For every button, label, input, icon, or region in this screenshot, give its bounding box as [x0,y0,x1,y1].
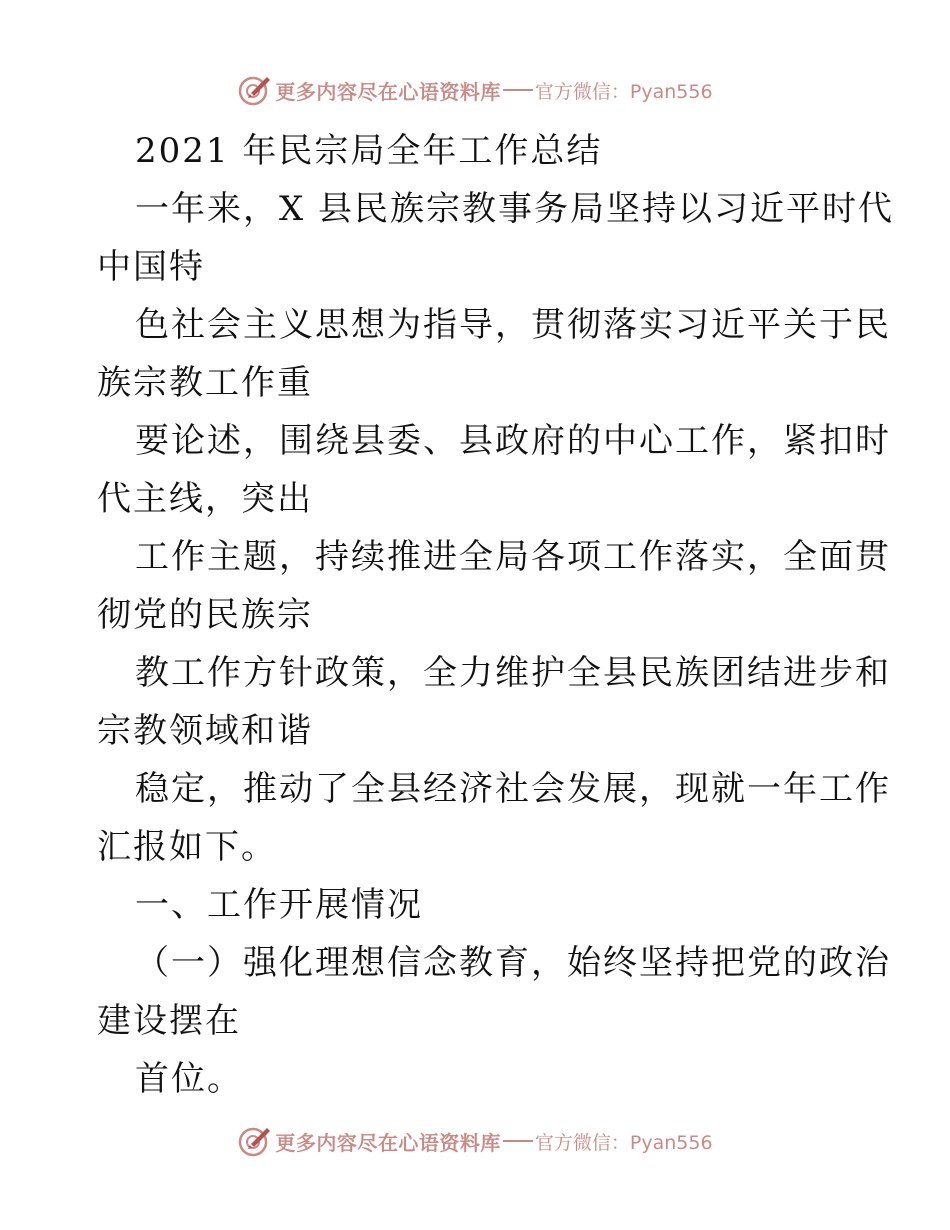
pen-logo-icon [237,1124,271,1158]
footer-brand-text: 更多内容尽在心语资料库 [275,1130,501,1155]
document-title: 2021 年民宗局全年工作总结 [135,131,603,171]
header-watermark [0,70,950,110]
body-line: 中国特 [97,247,205,287]
header-brand-text: 更多内容尽在心语资料库 [275,79,501,104]
body-line: 建设摆在 [97,1001,241,1041]
header-dash-divider [503,89,533,91]
body-line: 工作主题，持续推进全局各项工作落实，全面贯 [135,537,891,577]
body-line: 要论述，围绕县委、县政府的中心工作，紧扣时 [135,421,891,461]
section-heading: 一、工作开展情况 [135,885,423,925]
body-line: 汇报如下。 [97,827,277,867]
body-line: 教工作方针政策，全力维护全县民族团结进步和 [135,653,891,693]
footer-dash-divider [503,1140,533,1142]
subsection-heading: （一）强化理想信念教育，始终坚持把党的政治 [135,943,891,983]
body-line: 族宗教工作重 [97,363,313,403]
body-line: 彻党的民族宗 [97,595,313,635]
footer-watermark [0,1121,950,1161]
body-line: 色社会主义思想为指导，贯彻落实习近平关于民 [135,305,891,345]
header-wechat-text: 官方微信：Pyan556 [534,80,713,103]
footer-wechat-text: 官方微信：Pyan556 [534,1131,713,1154]
body-line: 一年来，X 县民族宗教事务局坚持以习近平时代 [135,189,895,229]
body-line: 首位。 [135,1059,243,1099]
document-body [97,122,895,1108]
body-line: 稳定，推动了全县经济社会发展，现就一年工作 [135,769,891,809]
pen-logo-icon [237,73,271,107]
body-line: 代主线，突出 [97,479,313,519]
body-line: 宗教领域和谐 [97,711,313,751]
